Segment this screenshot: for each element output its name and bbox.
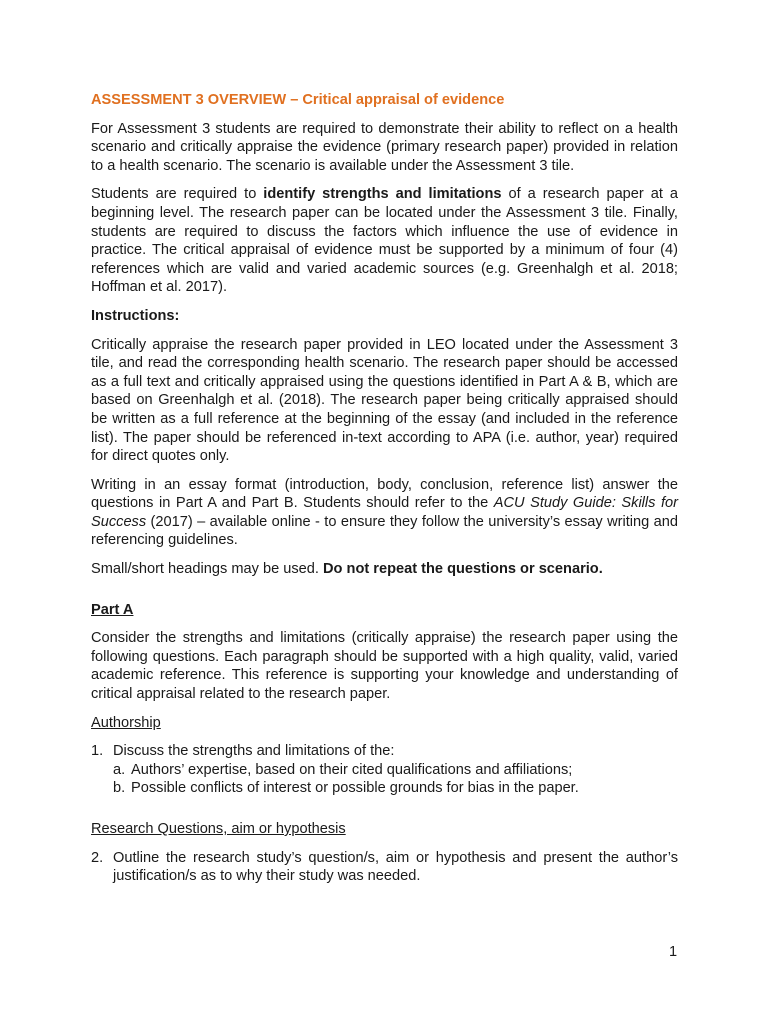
intro-paragraph: For Assessment 3 students are required to demonstrate their ability to reflect on a health scenario and critically appraise the evidence (primary research paper) provided in relation to a health scenario. The scenario is available under the Assessment 3 tile. (91, 120, 678, 174)
students-text-after: of a research paper at a beginning level. The research paper can be located under the Assessment 3 tile. Finally, students are required to discuss the factors which influence the use of evidence in practice. The critical appraisal of evidence must be supported by a minimum of four (4) references which are valid and varied academic sources (e.g. Greenhalgh et al. 2018; Hoffman et al. 2017). (91, 186, 679, 296)
students-text-before: Students are required to (91, 186, 264, 203)
authorship-sub-item (113, 761, 678, 780)
authorship-item-text: Discuss the strengths and limitations of the: (113, 743, 395, 760)
authorship-heading: Authorship (91, 714, 161, 731)
essay-text-after: (2017) – available online - to ensure they follow the university’s essay writing and referencing guidelines. (91, 513, 678, 549)
sub-item-text: Possible conflicts of interest or possible grounds for bias in the paper. (131, 780, 579, 797)
authorship-item (91, 742, 678, 761)
authorship-item-number: 1. (91, 743, 104, 760)
document-title: ASSESSMENT 3 OVERVIEW – Critical appraisal of evidence (91, 92, 505, 108)
research-item-number: 2. (91, 849, 104, 866)
part-a-heading: Part A (91, 601, 134, 618)
research-item-text: Outline the research study’s question/s, aim or hypothesis and present the author’s justification/s as to why their study was needed. (113, 849, 678, 885)
essay-paragraph (91, 476, 678, 550)
headings-note-text: Small/short headings may be used. (91, 561, 324, 578)
essay-text-before: Writing in an essay format (introduction, body, conclusion, reference list) answer the questions in Part A and Part B. Students should refer to the (91, 476, 678, 512)
document-page (91, 91, 678, 886)
headings-note (91, 560, 678, 579)
research-questions-heading: Research Questions, aim or hypothesis (91, 821, 346, 837)
sub-item-letter: a. (113, 761, 126, 778)
part-a-intro: Consider the strengths and limitations (critically appraise) the research paper using the following questions. Each paragraph should be supported with a high quality, valid, varied academic reference. This reference is supporting your knowledge and understanding of critical appraisal related to the research paper. (91, 630, 678, 703)
authorship-sub-item (113, 779, 678, 798)
sub-item-text: Authors’ expertise, based on their cited qualifications and affiliations; (131, 761, 573, 778)
headings-note-bold: Do not repeat the questions or scenario. (323, 561, 603, 578)
research-questions-item (91, 849, 678, 886)
students-text-bold: identify strengths and limitations (263, 186, 502, 203)
students-paragraph (91, 185, 678, 297)
instructions-heading: Instructions: (91, 307, 180, 324)
study-guide-title: ACU Study Guide: Skills for Success (91, 495, 678, 530)
sub-item-letter: b. (113, 780, 126, 797)
instructions-paragraph: Critically appraise the research paper provided in LEO located under the Assessment 3 tile, and read the corresponding health scenario. The research paper should be accessed as a full text and critically appraised using the questions identified in Part A & B, which are based on Greenhalgh et al. (2018). The research paper being critically appraised should be written as a full reference at the beginning of the essay (and included in the reference list). The paper should be referenced in-text according to APA (i.e. author, year) required for direct quotes only. (91, 336, 678, 465)
page-number: 1 (669, 944, 678, 960)
